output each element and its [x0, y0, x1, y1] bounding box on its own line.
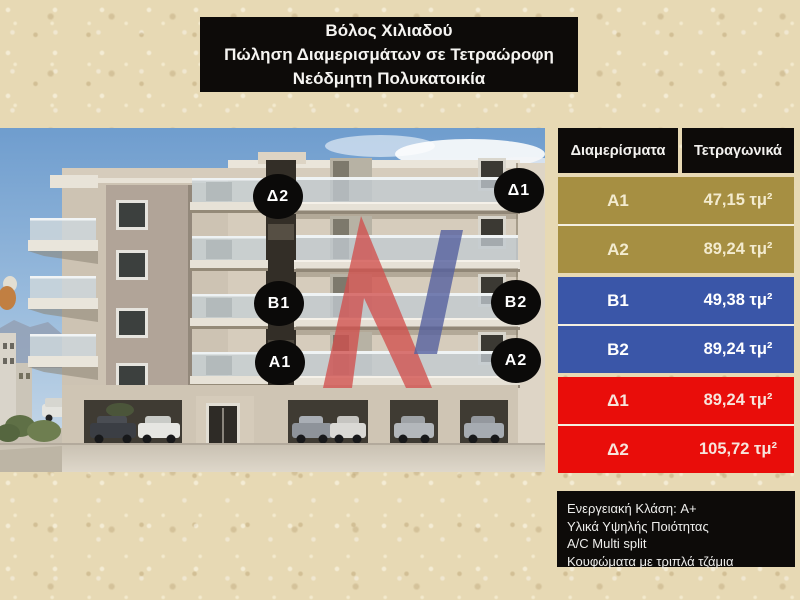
features-box [557, 491, 795, 567]
unit-cell: B1 [607, 290, 629, 310]
area-cell: 89,24 τμ² [703, 340, 773, 358]
feature-line-energy: Ενεργειακή Κλάση: A+ [567, 501, 697, 516]
table-row [558, 377, 794, 424]
area-cell: 89,24 τμ² [703, 391, 773, 409]
unit-marker-a1: A1 [255, 340, 305, 385]
area-cell: 89,24 τμ² [703, 240, 773, 258]
title-banner [200, 17, 578, 92]
table-row [558, 177, 794, 224]
table-row [558, 226, 794, 273]
unit-cell: Δ2 [607, 439, 629, 459]
column-header-sqm: Τετραγωνικά [682, 128, 794, 173]
row-group-a [558, 177, 794, 273]
unit-marker-b2: B2 [491, 280, 541, 325]
feature-line-ac: A/C Multi split [567, 536, 647, 551]
unit-marker-a2: A2 [491, 338, 541, 383]
table-row [558, 426, 794, 473]
area-cell: 49,38 τμ² [703, 291, 773, 309]
title-line-3: Νεόδμητη Πολυκατοικία [292, 68, 486, 88]
table-header [558, 128, 794, 173]
row-group-d [558, 377, 794, 473]
unit-marker-b1: B1 [254, 281, 304, 326]
table-row [558, 277, 794, 324]
title-line-2: Πώληση Διαμερισμάτων σε Τετραώροφη [224, 44, 554, 64]
area-cell: 47,15 τμ² [703, 191, 773, 209]
table-row [558, 326, 794, 373]
feature-line-frames: Κουφώματα με τριπλά τζάμια [567, 553, 734, 569]
feature-line-materials: Υλικά Υψηλής Ποιότητας [567, 518, 709, 534]
units-table [558, 128, 794, 477]
driveway [0, 443, 545, 472]
unit-marker-d2: Δ2 [253, 174, 303, 219]
title-line-1: Βόλος Χιλιαδού [325, 20, 453, 40]
unit-cell: B2 [607, 339, 629, 359]
unit-marker-d1: Δ1 [494, 168, 544, 213]
unit-cell: Δ1 [607, 390, 629, 410]
column-header-units: Διαμερίσματα [558, 128, 678, 173]
building-photo [0, 128, 545, 472]
unit-cell: A1 [607, 190, 629, 210]
unit-cell: A2 [607, 239, 629, 259]
row-group-b [558, 277, 794, 373]
area-cell: 105,72 τμ² [698, 440, 777, 458]
